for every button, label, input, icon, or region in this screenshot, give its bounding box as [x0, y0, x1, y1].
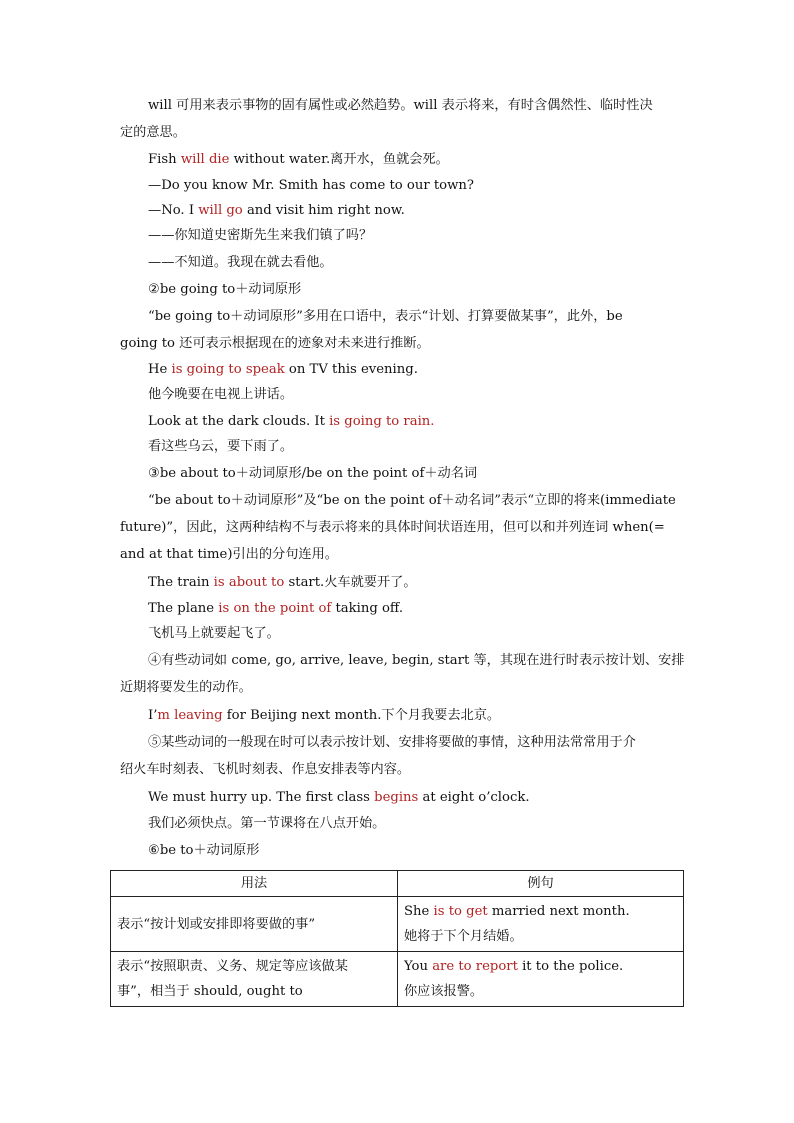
highlight-are-to-report: are to report [432, 959, 518, 974]
example-sentence-cn: 她将于下个月结婚。 [404, 929, 523, 944]
example-plane-cn: 飞机马上就要起飞了。 [148, 626, 280, 641]
paragraph-will-line1: will 可用来表示事物的固有属性或必然趋势。will 表示将来，有时含偶然性、临时性决 [148, 98, 653, 113]
paragraph-progressive-line2: 近期将要发生的动作。 [120, 680, 252, 695]
paragraph-about-to-line3: and at that time)引出的分句连用。 [120, 547, 338, 562]
highlight-will-die: will die [180, 152, 230, 167]
dialogue-question: —Do you know Mr. Smith has come to our town? [148, 178, 474, 193]
paragraph-will-line2: 定的意思。 [120, 125, 186, 140]
example-plane: The plane is on the point of taking off. [148, 601, 404, 616]
table-cell-example [398, 952, 684, 1007]
example-class-cn: 我们必须快点。第一节课将在八点开始。 [148, 816, 386, 831]
paragraph-present-line1: ⑤某些动词的一般现在时可以表示按计划、安排将要做的事情，这种用法常常用于介 [148, 735, 636, 750]
example-sentence-en: You are to report it to the police. [404, 959, 624, 974]
table-cell-usage: 表示“按照职责、义务、规定等应该做某 事”，相当于 should, ought to [111, 952, 398, 1007]
example-class: We must hurry up. The first class begins at eight o’clock. [148, 790, 530, 805]
dialogue-question-cn: ——你知道史密斯先生来我们镇了吗？ [148, 228, 373, 243]
paragraph-present-line2: 绍火车时刻表、飞机时刻表、作息安排表等内容。 [120, 762, 411, 777]
example-train: The train is about to start.火车就要开了。 [148, 575, 417, 590]
example-rain-cn: 看这些乌云，要下雨了。 [148, 439, 294, 454]
highlight-will-go: will go [198, 203, 243, 218]
paragraph-about-to-line2: future)”，因此，这两种结构不与表示将来的具体时间状语连用，但可以和并列连词 when(= [120, 520, 665, 535]
table-header-usage: 用法 [111, 871, 398, 897]
table-header-row [111, 871, 684, 897]
dialogue-answer-cn: ——不知道。我现在就去看他。 [148, 255, 333, 270]
example-speak: He is going to speak on TV this evening. [148, 362, 418, 377]
table-cell-usage: 表示“按计划或安排即将要做的事” [111, 897, 398, 952]
paragraph-going-to-line2: going to 还可表示根据现在的迹象对未来进行推断。 [120, 336, 430, 351]
example-sentence-en: She is to get married next month. [404, 904, 630, 919]
table-cell-example [398, 897, 684, 952]
heading-be-to: ⑥be to＋动词原形 [148, 843, 260, 858]
highlight-begins: begins [374, 790, 419, 805]
highlight-is-to-get: is to get [433, 904, 488, 919]
table-row [111, 897, 684, 952]
example-fish: Fish will die without water.离开水，鱼就会死。 [148, 152, 449, 167]
example-rain: Look at the dark clouds. It is going to rain. [148, 414, 435, 429]
highlight-is-going-to-speak: is going to speak [171, 362, 285, 377]
table-header-example: 例句 [398, 871, 684, 897]
highlight-is-about-to: is about to [213, 575, 285, 590]
highlight-is-on-the-point-of: is on the point of [218, 601, 332, 616]
highlight-is-going-to-rain: is going to rain. [329, 414, 435, 429]
paragraph-going-to-line1: “be going to＋动词原形”多用在口语中，表示“计划、打算要做某事”，此外，be [148, 309, 623, 324]
example-leaving: I’m leaving for Beijing next month.下个月我要去北京。 [148, 708, 501, 723]
heading-be-going-to: ②be going to＋动词原形 [148, 282, 302, 297]
highlight-m-leaving: m leaving [157, 708, 223, 723]
table-row [111, 952, 684, 1007]
heading-be-about-to: ③be about to＋动词原形/be on the point of＋动名词 [148, 466, 478, 481]
dialogue-answer: —No. I will go and visit him right now. [148, 203, 405, 218]
usage-table [110, 870, 684, 1007]
paragraph-about-to-line1: “be about to＋动词原形”及“be on the point of＋动名词”表示“立即的将来(immediate [148, 493, 676, 508]
paragraph-progressive-line1: ④有些动词如 come, go, arrive, leave, begin, start 等，其现在进行时表示按计划、安排 [148, 653, 685, 668]
example-sentence-cn: 你应该报警。 [404, 984, 484, 999]
example-speak-cn: 他今晚要在电视上讲话。 [148, 387, 294, 402]
